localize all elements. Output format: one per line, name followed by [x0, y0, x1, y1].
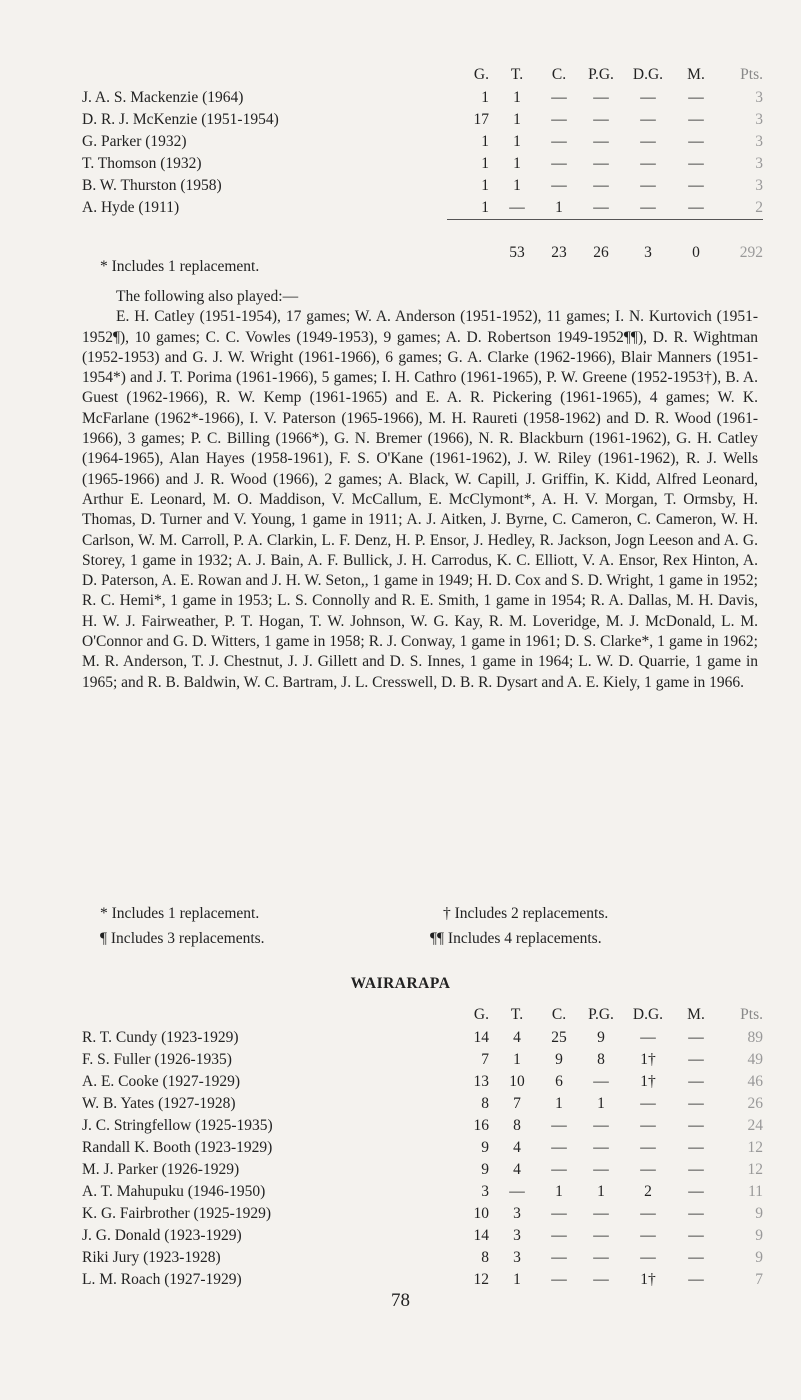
col-header-conversions: C. [551, 66, 567, 83]
total-marks: 0 [692, 243, 700, 261]
conversions-value: — [551, 89, 567, 106]
player-name: T. Thomson (1932) [82, 155, 202, 172]
games-value: 9 [481, 1161, 489, 1178]
drop-goals-value: — [640, 1139, 656, 1156]
marks-value: — [688, 1205, 704, 1222]
games-value: 8 [481, 1095, 489, 1112]
penalty-goals-value: 1 [597, 1183, 605, 1200]
tries-value: 1 [513, 133, 521, 150]
also-played-list: E. H. Catley (1951-1954), 17 games; W. A. Anderson (1951-1952), 11 games; I. N. Kurtovich (1951-1952¶), 10 games; C. C. Vowles (1949-1953), 9 games; A. D. Robertson 1949-1952¶¶), D. R. Wightman (1952-1953) and G. J. W. Wright (1961-1966), 6 games; G. A. Clarke (1962-1966), Blair Manners (1951-1954*) and J. T. Porima (1961-1966), 5 games; I. H. Cathro (1961-1965), P. W. Greene (1952-1953†), B. A. Guest (1962-1966), R. W. Kemp (1961-1965) and E. A. R. Pickering (1961-1965), 4 games; W. K. McFarlane (1962*-1966), I. V. Paterson (1965-1966), M. H. Raureti (1958-1962) and D. R. Wood (1961-1966), 3 games; P. C. Billing (1966*), G. N. Bremer (1966), N. R. Blackburn (1961-1962), G. H. Catley (1964-1965), Alan Hayes (1958-1961), F. S. O'Kane (1961-1962), J. W. Riley (1961-1962), R. J. Wells (1965-1966) and J. R. Wood (1966), 2 games; A. Black, W. Capill, J. Griffin, K. Kidd, Alfred Leonard, Arthur E. Leonard, M. O. Maddison, V. McCallum, E. McClymont*, A. H. V. Morgan, T. Ormsby, H. Thomas, D. Turner and V. Young, 1 game in 1911; A. J. Aitken, J. Byrne, C. Cameron, C. Cameron, W. H. Carlson, W. M. Carroll, P. A. Clarkin, L. F. Denz, H. P. Ensor, J. Hedley, R. Jackson, Jogn Leeson and A. G. Storey, 1 game in 1932; A. J. Bain, A. F. Bullick, J. H. Carrodus, K. C. Elliott, V. A. Ensor, Rex Hinton, A. D. Paterson, A. E. Rowan and J. H. W. Seton,, 1 game in 1949; H. D. Cox and S. D. Wright, 1 game in 1952; R. C. Hemi*, 1 game in 1953; L. S. Connolly and R. E. Smith, 1 game in 1954; R. A. Dallas, M. H. Davis, H. W. J. Fairweather, P. T. Hogan, T. W. Johnson, W. G. Kay, R. M. Loveridge, M. J. McDonald, L. M. O'Connor and G. D. Witters, 1 game in 1958; R. J. Conway, 1 game in 1961; D. S. Clarke*, 1 game in 1962; M. R. Anderson, T. J. Chestnut, J. J. Gillett and D. S. Innes, 1 game in 1964; L. W. D. Quarrie, 1 game in 1965; and R. B. Baldwin, W. C. Bartram, J. L. Cresswell, D. B. R. Dysart and A. E. Kiely, 1 game in 1966. [82, 308, 758, 691]
drop-goals-value: — [640, 1029, 656, 1046]
player-row [82, 1159, 763, 1181]
conversions-value: — [551, 1139, 567, 1156]
also-played-section [82, 287, 758, 693]
tries-value: 3 [513, 1227, 521, 1244]
penalty-goals-value: — [593, 1271, 609, 1288]
total-points: 292 [739, 243, 763, 261]
penalty-goals-value: — [593, 199, 609, 216]
conversions-value: — [551, 1205, 567, 1222]
conversions-value: 25 [551, 1029, 567, 1046]
games-value: 13 [473, 1073, 489, 1090]
points-value: 3 [755, 177, 763, 194]
drop-goals-value: — [640, 111, 656, 128]
penalty-goals-value: — [593, 155, 609, 172]
tries-value: 1 [513, 155, 521, 172]
conversions-value: — [551, 155, 567, 172]
points-value: 49 [747, 1051, 763, 1068]
games-value: 1 [481, 155, 489, 172]
games-value: 1 [481, 177, 489, 194]
points-value: 2 [755, 199, 763, 216]
footnote-four-replacements: ¶¶ Includes 4 replacements. [430, 930, 602, 947]
games-value: 16 [473, 1117, 489, 1134]
conversions-value: 1 [555, 1095, 563, 1112]
tries-value: 3 [513, 1205, 521, 1222]
col-header-points: Pts. [740, 1006, 763, 1023]
wairarapa-stats-table [82, 1003, 763, 1291]
player-name: M. J. Parker (1926-1929) [82, 1161, 240, 1178]
tries-value: 4 [513, 1029, 521, 1046]
column-header-row [82, 63, 763, 87]
tries-value: — [509, 1183, 525, 1200]
footnote-three-replacements: ¶ Includes 3 replacements. [100, 930, 265, 947]
player-row [82, 1093, 763, 1115]
player-row [82, 1049, 763, 1071]
player-name: A. E. Cooke (1927-1929) [82, 1073, 240, 1090]
points-value: 9 [755, 1227, 763, 1244]
penalty-goals-value: — [593, 1073, 609, 1090]
games-value: 8 [481, 1249, 489, 1266]
points-value: 3 [755, 155, 763, 172]
penalty-goals-value: — [593, 1205, 609, 1222]
marks-value: — [688, 177, 704, 194]
drop-goals-value: — [640, 1161, 656, 1178]
player-name: F. S. Fuller (1926-1935) [82, 1051, 232, 1068]
penalty-goals-value: — [593, 111, 609, 128]
col-header-marks: M. [687, 1006, 705, 1023]
footnote-one-replacement: * Includes 1 replacement. [100, 905, 260, 922]
marks-value: — [688, 1073, 704, 1090]
conversions-value: — [551, 1249, 567, 1266]
replacement-note: * Includes 1 replacement. [100, 258, 260, 275]
points-value: 89 [747, 1029, 763, 1046]
player-row [82, 1269, 763, 1291]
penalty-goals-value: 1 [597, 1095, 605, 1112]
col-header-drop-goals: D.G. [632, 66, 664, 83]
player-row [82, 175, 763, 197]
player-row [82, 1071, 763, 1093]
marks-value: — [688, 199, 704, 216]
conversions-value: — [551, 1227, 567, 1244]
games-value: 1 [481, 133, 489, 150]
also-played-heading: The following also played:— [116, 288, 299, 305]
player-name: Riki Jury (1923-1928) [82, 1249, 221, 1266]
marks-value: — [688, 133, 704, 150]
games-value: 10 [473, 1205, 489, 1222]
games-value: 7 [481, 1051, 489, 1068]
player-row [82, 1225, 763, 1247]
player-row [82, 1137, 763, 1159]
games-value: 9 [481, 1139, 489, 1156]
tries-value: 3 [513, 1249, 521, 1266]
penalty-goals-value: — [593, 177, 609, 194]
conversions-value: — [551, 177, 567, 194]
player-name: G. Parker (1932) [82, 133, 187, 150]
conversions-value: — [551, 1271, 567, 1288]
name-header [82, 63, 447, 87]
name-header [82, 1003, 447, 1027]
points-value: 26 [747, 1095, 763, 1112]
penalty-goals-value: — [593, 133, 609, 150]
player-row [82, 1181, 763, 1203]
total-conversions: 23 [551, 243, 567, 261]
player-row [82, 1203, 763, 1225]
points-value: 24 [747, 1117, 763, 1134]
player-name: K. G. Fairbrother (1925-1929) [82, 1205, 271, 1222]
points-value: 3 [755, 133, 763, 150]
marks-value: — [688, 1095, 704, 1112]
tries-value: 10 [509, 1073, 525, 1090]
totals-rule [82, 220, 763, 242]
penalty-goals-value: — [593, 1117, 609, 1134]
drop-goals-value: 1† [640, 1271, 656, 1288]
player-name: B. W. Thurston (1958) [82, 177, 222, 194]
drop-goals-value: — [640, 1095, 656, 1112]
drop-goals-value: — [640, 199, 656, 216]
tries-value: — [509, 199, 525, 216]
column-header-row [82, 1003, 763, 1027]
tries-value: 1 [513, 1271, 521, 1288]
drop-goals-value: — [640, 1205, 656, 1222]
points-value: 9 [755, 1249, 763, 1266]
player-name: J. C. Stringfellow (1925-1935) [82, 1117, 273, 1134]
player-row [82, 109, 763, 131]
drop-goals-value: — [640, 1117, 656, 1134]
marks-value: — [688, 89, 704, 106]
games-value: 17 [473, 111, 489, 128]
player-name: A. Hyde (1911) [82, 199, 180, 217]
games-value: 1 [481, 199, 489, 216]
tries-value: 1 [513, 177, 521, 194]
points-value: 11 [748, 1183, 763, 1200]
footnote-two-replacements: † Includes 2 replacements. [443, 905, 609, 922]
penalty-goals-value: — [593, 89, 609, 106]
tries-value: 1 [513, 1051, 521, 1068]
points-value: 3 [755, 111, 763, 128]
games-value: 14 [473, 1029, 489, 1046]
col-header-points: Pts. [740, 66, 763, 83]
conversions-value: — [551, 1117, 567, 1134]
penalty-goals-value: — [593, 1139, 609, 1156]
player-name: J. G. Donald (1923-1929) [82, 1227, 242, 1244]
marks-value: — [688, 1117, 704, 1134]
col-header-drop-goals: D.G. [632, 1006, 664, 1023]
col-header-tries: T. [510, 66, 524, 83]
player-name: R. T. Cundy (1923-1929) [82, 1029, 239, 1046]
marks-value: — [688, 1183, 704, 1200]
games-value: 14 [473, 1227, 489, 1244]
drop-goals-value: — [640, 133, 656, 150]
drop-goals-value: — [640, 1249, 656, 1266]
drop-goals-value: — [640, 1227, 656, 1244]
conversions-value: 1 [555, 199, 563, 216]
conversions-value: 6 [555, 1073, 563, 1090]
col-header-penalty-goals: P.G. [588, 66, 614, 83]
conversions-value: 1 [555, 1183, 563, 1200]
drop-goals-value: — [640, 177, 656, 194]
tries-value: 1 [513, 111, 521, 128]
penalty-goals-value: — [593, 1227, 609, 1244]
marks-value: — [688, 1161, 704, 1178]
player-row [82, 87, 763, 109]
col-header-games: G. [473, 1006, 489, 1023]
player-name: D. R. J. McKenzie (1951-1954) [82, 111, 279, 128]
player-row [82, 197, 763, 220]
col-header-tries: T. [510, 1006, 524, 1023]
marks-value: — [688, 155, 704, 172]
penalty-goals-value: — [593, 1161, 609, 1178]
marks-value: — [688, 1271, 704, 1288]
drop-goals-value: 1† [640, 1073, 656, 1090]
player-row [82, 1247, 763, 1269]
marks-value: — [688, 111, 704, 128]
conversions-value: — [551, 133, 567, 150]
marks-value: — [688, 1249, 704, 1266]
tries-value: 4 [513, 1161, 521, 1178]
marks-value: — [688, 1029, 704, 1046]
player-row [82, 1027, 763, 1049]
games-value: 12 [473, 1271, 489, 1288]
col-header-conversions: C. [551, 1006, 567, 1023]
col-header-penalty-goals: P.G. [588, 1006, 614, 1023]
player-name: J. A. S. Mackenzie (1964) [82, 89, 244, 106]
top-stats-table [82, 63, 763, 264]
player-name: L. M. Roach (1927-1929) [82, 1271, 242, 1288]
games-value: 3 [481, 1183, 489, 1200]
player-row [82, 131, 763, 153]
marks-value: — [688, 1051, 704, 1068]
points-value: 3 [755, 89, 763, 106]
total-drop-goals: 3 [644, 243, 652, 261]
points-value: 12 [747, 1139, 763, 1156]
penalty-goals-value: — [593, 1249, 609, 1266]
total-tries: 53 [509, 243, 525, 261]
points-value: 7 [755, 1271, 763, 1288]
penalty-goals-value: 9 [597, 1029, 605, 1046]
penalty-goals-value: 8 [597, 1051, 605, 1068]
total-penalty-goals: 26 [593, 243, 609, 261]
player-name: Randall K. Booth (1923-1929) [82, 1139, 273, 1156]
player-row [82, 153, 763, 175]
marks-value: — [688, 1139, 704, 1156]
drop-goals-value: — [640, 155, 656, 172]
tries-value: 4 [513, 1139, 521, 1156]
tries-value: 8 [513, 1117, 521, 1134]
page-number: 78 [391, 1290, 410, 1311]
player-name: W. B. Yates (1927-1928) [82, 1095, 236, 1112]
player-row [82, 1115, 763, 1137]
games-value: 1 [481, 89, 489, 106]
conversions-value: — [551, 1161, 567, 1178]
points-value: 12 [747, 1161, 763, 1178]
points-value: 9 [755, 1205, 763, 1222]
section-title: WAIRARAPA [350, 975, 451, 992]
tries-value: 1 [513, 89, 521, 106]
col-header-marks: M. [687, 66, 705, 83]
drop-goals-value: 2 [644, 1183, 652, 1200]
player-name: A. T. Mahupuku (1946-1950) [82, 1183, 266, 1200]
col-header-games: G. [473, 66, 489, 83]
points-value: 46 [747, 1073, 763, 1090]
marks-value: — [688, 1227, 704, 1244]
drop-goals-value: 1† [640, 1051, 656, 1068]
conversions-value: 9 [555, 1051, 563, 1068]
drop-goals-value: — [640, 89, 656, 106]
conversions-value: — [551, 111, 567, 128]
tries-value: 7 [513, 1095, 521, 1112]
